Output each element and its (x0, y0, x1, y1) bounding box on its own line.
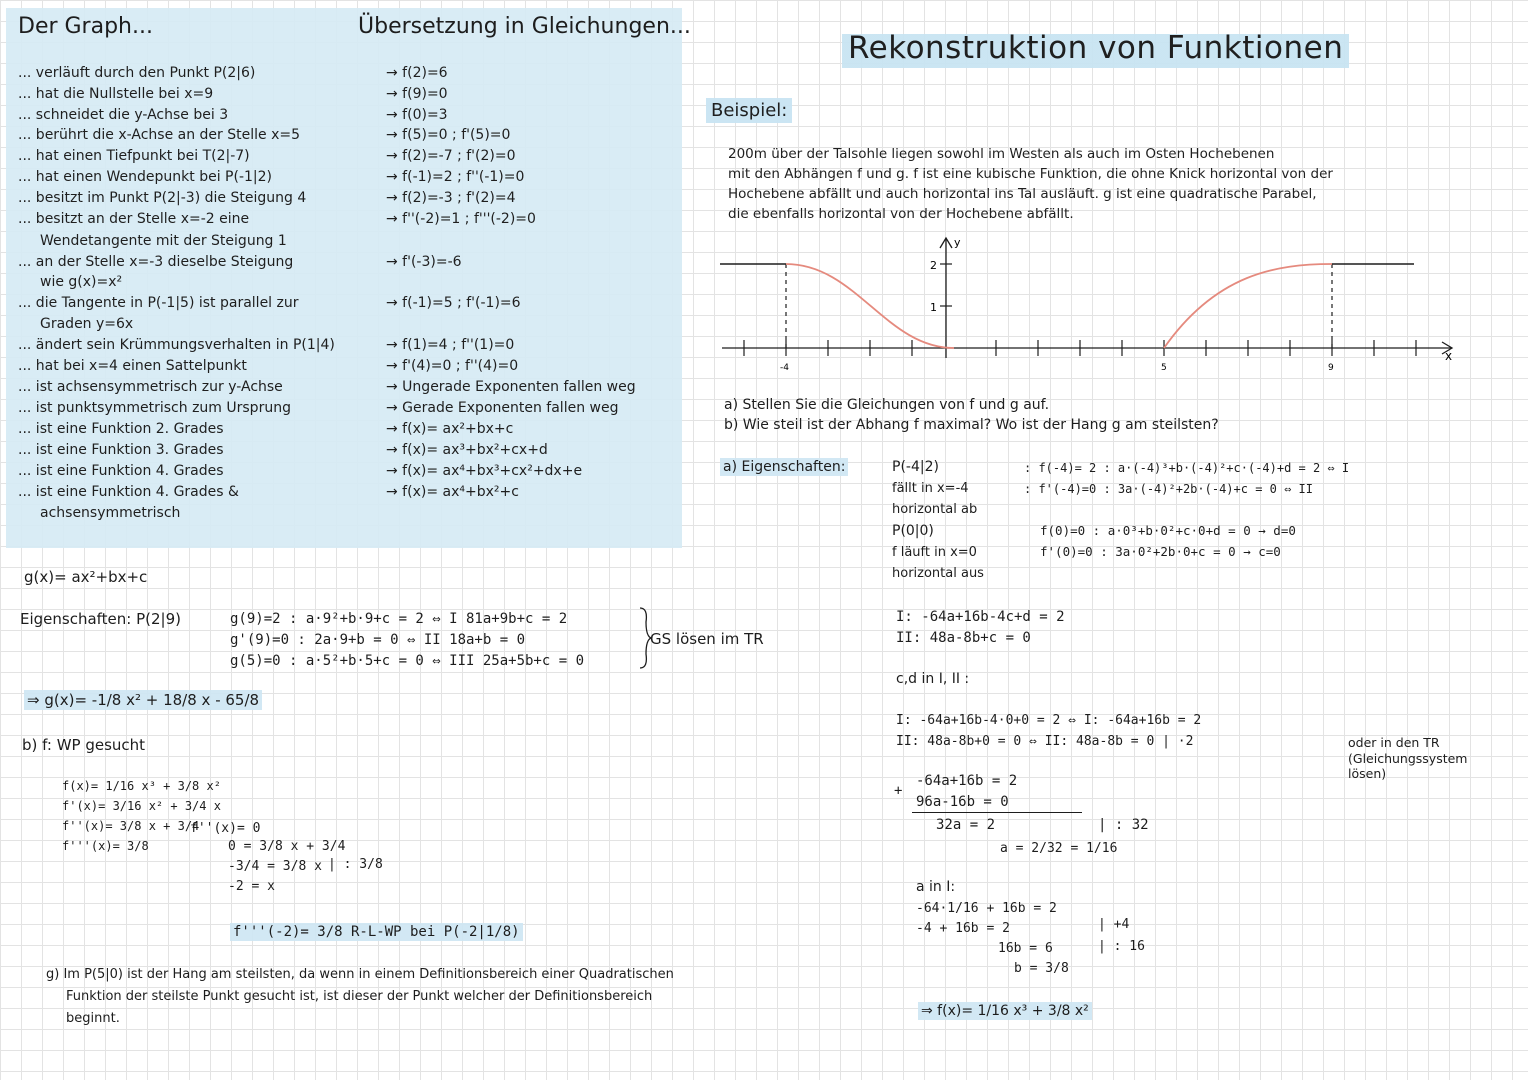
g-general: g(x)= ax²+bx+c (24, 568, 148, 586)
property-row: achsensymmetrisch (40, 505, 181, 521)
equation-row: → f(-1)=5 ; f'(-1)=6 (386, 295, 521, 311)
property-row: ... ist eine Funktion 4. Grades & (18, 484, 239, 500)
property-row: ... hat einen Wendepunkt bei P(-1|2) (18, 169, 272, 185)
y-label-2: 2 (930, 259, 937, 272)
g-answer-line-3: beginnt. (66, 1011, 120, 1026)
x-label-minus4: -4 (780, 363, 789, 373)
a-in-I: a in I: (916, 879, 956, 895)
property-row: Wendetangente mit der Steigung 1 (40, 233, 287, 249)
problem-line-3: Hochebene abfällt und auch horizontal ins Tal ausläuft. g ist eine quadratische Parabel, (728, 186, 1317, 202)
page-title: Rekonstruktion von Funktionen (842, 28, 1349, 68)
y-label-1: 1 (930, 301, 937, 314)
add-line-2: 96a-16b = 0 (916, 794, 1009, 810)
wp-condition: f''(x)= 0 (190, 821, 261, 836)
property-row: Graden y=6x (40, 316, 134, 332)
b-result: b = 3/8 (1014, 961, 1069, 976)
equation-row: → f(x)= ax⁴+bx³+cx²+dx+e (386, 463, 583, 479)
task-a: a) Stellen Sie die Gleichungen von f und g auf. (724, 397, 1050, 413)
prop-horizontal-ab: horizontal ab (892, 502, 978, 517)
curve-f (786, 264, 954, 348)
solve-step-1: 0 = 3/8 x + 3/4 (228, 839, 346, 854)
property-row: ... ist eine Funktion 3. Grades (18, 442, 224, 458)
equation-row: → f(x)= ax²+bx+c (386, 421, 514, 437)
calculator-note: oder in den TR (Gleichungssystem lösen) (1348, 735, 1468, 782)
x-label-5: 5 (1161, 363, 1167, 373)
add-divide-note: | : 32 (1098, 817, 1149, 833)
equation-row: → f(2)=-7 ; f'(2)=0 (386, 148, 516, 164)
header-uebersetzung: Übersetzung in Gleichungen... (358, 14, 691, 39)
equation-row: → Gerade Exponenten fallen weg (386, 400, 619, 416)
prop-runs-out: f läuft in x=0 (892, 545, 977, 560)
brace (638, 606, 652, 670)
equation-row: → f(0)=3 (386, 107, 448, 123)
property-row: ... ist achsensymmetrisch zur y-Achse (18, 379, 283, 395)
property-row: ... hat die Nullstelle bei x=9 (18, 86, 214, 102)
gs-note: GS lösen im TR (650, 630, 764, 648)
equation-row: → f''(-2)=1 ; f'''(-2)=0 (386, 211, 536, 227)
property-row: ... ändert sein Krümmungsverhalten in P(1|4) (18, 337, 335, 353)
g-properties-label: Eigenschaften: P(2|9) (20, 610, 182, 628)
beispiel-label: Beispiel: (706, 98, 792, 123)
property-row: ... verläuft durch den Punkt P(2|6) (18, 65, 256, 81)
property-row: ... schneidet die y-Achse bei 3 (18, 107, 229, 123)
add-sign: + (894, 783, 903, 799)
property-row: ... ist eine Funktion 4. Grades (18, 463, 224, 479)
problem-line-1: 200m über der Talsohle liegen sowohl im Westen als auch im Osten Hochebenen (728, 146, 1275, 162)
prop-point-1: P(-4|2) (892, 459, 939, 475)
a-properties-label: a) Eigenschaften: (720, 460, 848, 474)
property-row: ... besitzt im Punkt P(2|-3) die Steigung 4 (18, 190, 307, 206)
solve-step-3: -2 = x (228, 879, 275, 894)
system-eq-1: I: -64a+16b-4c+d = 2 (896, 609, 1065, 625)
f-second-derivative: f''(x)= 3/8 x + 3/4 (62, 819, 200, 833)
property-row: ... hat einen Tiefpunkt bei T(2|-7) (18, 148, 250, 164)
wp-result: f'''(-2)= 3/8 R-L-WP bei P(-2|1/8) (230, 925, 523, 939)
problem-line-2: mit den Abhängen f und g. f ist eine kubische Funktion, die ohne Knick horizontal von der (728, 166, 1333, 182)
property-row: ... berührt die x-Achse an der Stelle x=5 (18, 127, 300, 143)
f-function: f(x)= 1/16 x³ + 3/8 x² (62, 779, 221, 793)
add-line-1: -64a+16b = 2 (916, 773, 1018, 789)
f-third-derivative: f'''(x)= 3/8 (62, 839, 149, 853)
equation-row: → f'(-3)=-6 (386, 254, 462, 270)
g-equation-3: g(5)=0 : a·5²+b·5+c = 0 ⇔ III 25a+5b+c = 0 (230, 653, 585, 669)
g-answer-line-2: Funktion der steilste Punkt gesucht ist, ist dieser der Punkt welcher der Definitionsbereich (66, 989, 653, 1004)
final-f: ⇒ f(x)= 1/16 x³ + 3/8 x² (918, 1004, 1092, 1018)
property-row: wie g(x)=x² (40, 274, 123, 290)
property-row: ... hat bei x=4 einen Sattelpunkt (18, 358, 247, 374)
prop-point-2: P(0|0) (892, 523, 934, 539)
g-equation-2: g'(9)=0 : 2a·9+b = 0 ⇔ II 18a+b = 0 (230, 632, 526, 648)
task-b: b) Wie steil ist der Abhang f maximal? Wo ist der Hang g am steilsten? (724, 417, 1219, 433)
equation-row: → f(x)= ax⁴+bx²+c (386, 484, 519, 500)
solve-note: | : 3/8 (328, 857, 383, 872)
equation-row: → f(2)=-3 ; f'(2)=4 (386, 190, 516, 206)
equation-row: → f(5)=0 ; f'(5)=0 (386, 127, 511, 143)
header-der-graph: Der Graph... (18, 14, 153, 39)
equation-row: → f(2)=6 (386, 65, 448, 81)
system-eq-2: II: 48a-8b+c = 0 (896, 630, 1031, 646)
equation-row: → Ungerade Exponenten fallen weg (386, 379, 636, 395)
substitute-cd: c,d in I, II : (896, 671, 970, 687)
prop-horizontal-aus: horizontal aus (892, 566, 984, 581)
equation-row: → f(-1)=2 ; f''(-1)=0 (386, 169, 525, 185)
solve-step-2: -3/4 = 3/8 x (228, 859, 322, 874)
prop-falls: fällt in x=-4 (892, 481, 969, 496)
g-result: ⇒ g(x)= -1/8 x² + 18/8 x - 65/8 (24, 693, 262, 708)
equation-row: → f'(4)=0 ; f''(4)=0 (386, 358, 519, 374)
a-result: a = 2/32 = 1/16 (1000, 841, 1118, 856)
g-answer-line-1: g) Im P(5|0) ist der Hang am steilsten, da wenn in einem Definitionsbereich einer Quadratischen (46, 967, 674, 982)
terrain-graph (716, 234, 1460, 382)
b-step-2: -4 + 16b = 2 (916, 921, 1010, 936)
x-axis-label: x (1445, 349, 1453, 363)
b-label: b) f: WP gesucht (22, 736, 146, 754)
property-row: ... ist eine Funktion 2. Grades (18, 421, 224, 437)
property-row: ... ist punktsymmetrisch zum Ursprung (18, 400, 291, 416)
b-step-3: 16b = 6 (998, 941, 1053, 956)
subst-eq-1: I: -64a+16b-4·0+0 = 2 ⇔ I: -64a+16b = 2 (896, 713, 1202, 728)
equation-row: → f(9)=0 (386, 86, 448, 102)
g-equation-1: g(9)=2 : a·9²+b·9+c = 2 ⇔ I 81a+9b+c = 2 (230, 611, 568, 627)
x-label-9: 9 (1328, 363, 1334, 373)
eq-A1: : f(-4)= 2 : a·(-4)³+b·(-4)²+c·(-4)+d = 2 ⇔ I (1024, 461, 1350, 475)
eq-B1: f(0)=0 : a·0³+b·0²+c·0+d = 0 → d=0 (1040, 523, 1296, 538)
y-axis-label: y (954, 236, 961, 249)
eq-B2: f'(0)=0 : 3a·0²+2b·0+c = 0 → c=0 (1040, 544, 1281, 559)
b-note-plus4: | +4 (1098, 917, 1130, 932)
f-first-derivative: f'(x)= 3/16 x² + 3/4 x (62, 799, 221, 813)
sum-line (912, 812, 1082, 813)
problem-line-4: die ebenfalls horizontal von der Hochebene abfällt. (728, 206, 1074, 222)
add-result: 32a = 2 (936, 817, 996, 833)
curve-g (1164, 264, 1332, 348)
equation-row: → f(1)=4 ; f''(1)=0 (386, 337, 515, 353)
equation-row: → f(x)= ax³+bx²+cx+d (386, 442, 548, 458)
property-row: ... die Tangente in P(-1|5) ist parallel zur (18, 295, 299, 311)
eq-A2: : f'(-4)=0 : 3a·(-4)²+2b·(-4)+c = 0 ⇔ II (1024, 482, 1313, 496)
property-row: ... an der Stelle x=-3 dieselbe Steigung (18, 254, 294, 270)
property-row: ... besitzt an der Stelle x=-2 eine (18, 211, 250, 227)
b-step-1: -64·1/16 + 16b = 2 (916, 901, 1057, 916)
subst-eq-2: II: 48a-8b+0 = 0 ⇔ II: 48a-8b = 0 | ·2 (896, 734, 1194, 749)
b-note-div16: | : 16 (1098, 939, 1145, 954)
